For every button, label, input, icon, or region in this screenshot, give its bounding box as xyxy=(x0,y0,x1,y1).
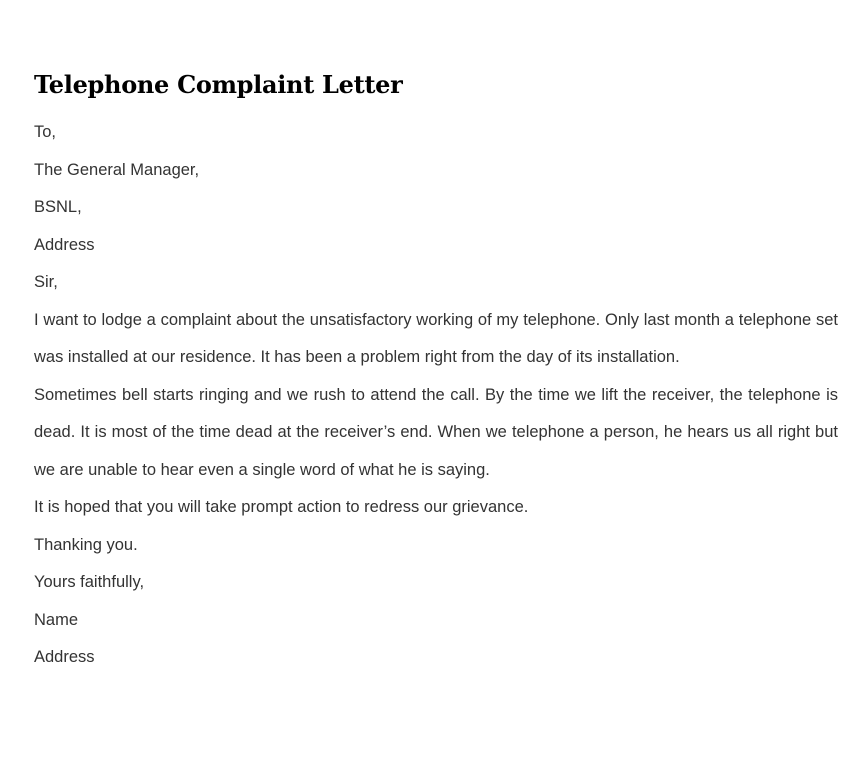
recipient-address-line: Address xyxy=(34,235,95,254)
recipient-line: The General Manager, xyxy=(34,160,200,179)
paragraph-details: Sometimes bell starts ringing and we rush to attend the call. By the time we lift the receiver, the telephone is dead. It is most of the time dead at the receiver’s end. When we telephone a person, he hears us all right but we are unable to hear even a single word of what he is saying. xyxy=(34,385,838,479)
salutation: Sir, xyxy=(34,273,58,291)
paragraph-request: It is hoped that you will take prompt action to redress our grievance. xyxy=(34,498,529,516)
to-line: To, xyxy=(34,123,57,141)
sender-address: Address xyxy=(34,648,95,666)
sender-name: Name xyxy=(34,610,79,629)
closing-line: Yours faithfully, xyxy=(34,573,145,591)
company-line: BSNL, xyxy=(34,198,82,216)
thanks-line: Thanking you. xyxy=(34,535,138,554)
paragraph-complaint: I want to lodge a complaint about the unsatisfactory working of my telephone. Only last month a telephone set was installed at our residence. It has been a problem right from the day of its installation. xyxy=(34,310,838,366)
page-title: Telephone Complaint Letter xyxy=(34,70,403,99)
letter-body xyxy=(34,114,838,677)
